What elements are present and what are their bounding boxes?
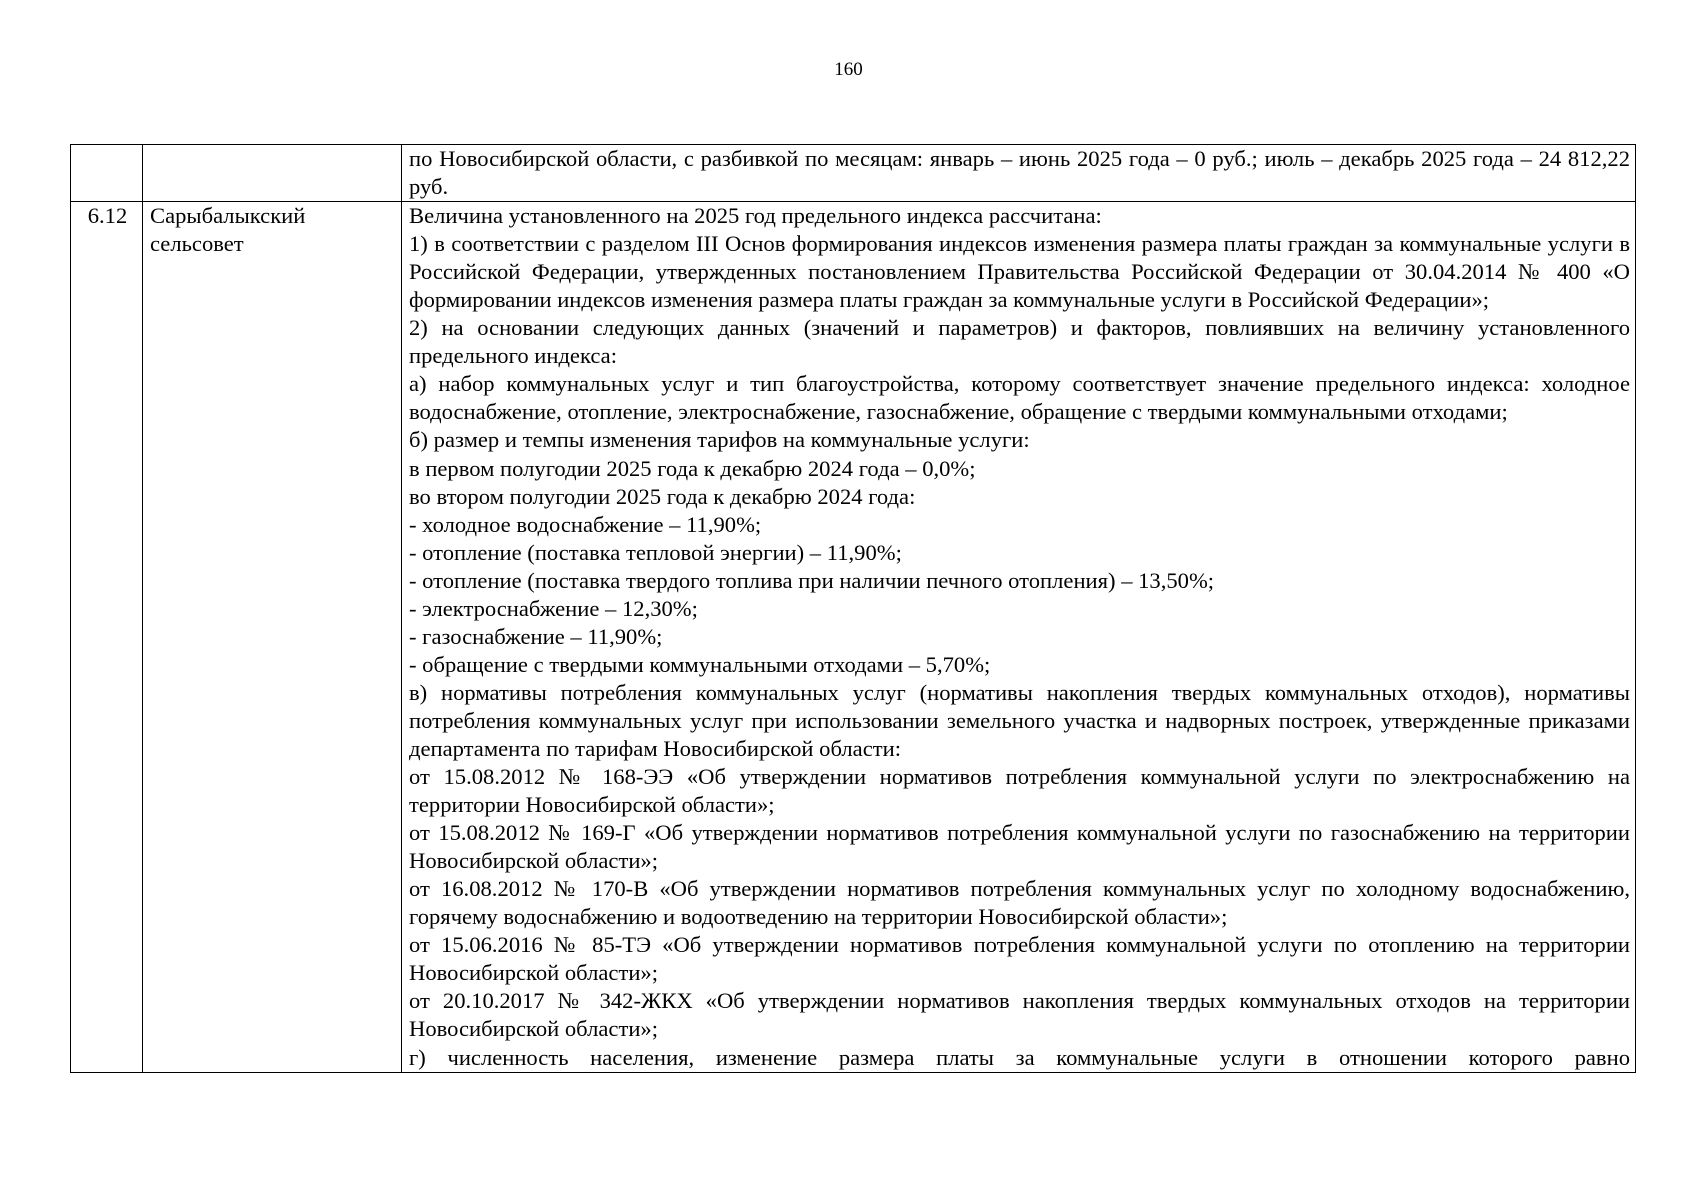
description-paragraph: от 15.08.2012 № 169-Г «Об утверждении нормативов потребления коммунальной услуги по газоснабжению на территории Новосибирской области»;	[409, 820, 1630, 874]
description-paragraph: - электроснабжение – 12,30%;	[409, 595, 698, 621]
description-paragraph: - отопление (поставка тепловой энергии) – 11,90%;	[409, 539, 902, 565]
description-paragraph: от 15.06.2016 № 85-ТЭ «Об утверждении нормативов потребления коммунальной услуги по отоплению на территории Новосибирской области»;	[409, 932, 1630, 986]
description-paragraph: от 16.08.2012 № 170-В «Об утверждении нормативов потребления коммунальных услуг по холодному водоснабжению, горячему водоснабжению и водоотведению на территории Новосибирской области»;	[409, 876, 1630, 930]
description-paragraph: - газоснабжение – 11,90%;	[409, 623, 663, 649]
description-paragraph: а) набор коммунальных услуг и тип благоустройства, которому соответствует значение предельного индекса: холодное водоснабжение, отопление, электроснабжение, газоснабжение, обращение с твердыми коммунальными отходами;	[409, 371, 1630, 425]
table-row	[71, 202, 1636, 1072]
description-paragraph: - холодное водоснабжение – 11,90%;	[409, 511, 762, 537]
table-row	[71, 145, 1636, 202]
description-paragraph: Величина установленного на 2025 год предельного индекса рассчитана:	[409, 203, 1102, 229]
description-paragraph: б) размер и темпы изменения тарифов на коммунальные услуги:	[409, 427, 1030, 453]
regulation-table	[70, 144, 1636, 1073]
description-paragraph: - обращение с твердыми коммунальными отходами – 5,70%;	[409, 651, 991, 677]
description-paragraph: от 20.10.2017 № 342-ЖКХ «Об утверждении нормативов накопления твердых коммунальных отходов на территории Новосибирской области»;	[409, 988, 1630, 1042]
description-paragraph: г) численность населения, изменение размера платы за коммунальные услуги в отношении которого равно	[409, 1044, 1630, 1070]
description-paragraph: 2) на основании следующих данных (значений и параметров) и факторов, повлиявших на величину установленного предельного индекса:	[409, 315, 1630, 369]
description-paragraph: - отопление (поставка твердого топлива при наличии печного отопления) – 13,50%;	[409, 567, 1215, 593]
description-cell	[402, 145, 1636, 202]
row-number-cell	[71, 145, 143, 202]
description-paragraph: во втором полугодии 2025 года к декабрю 2024 года:	[409, 483, 916, 509]
description-paragraph: в) нормативы потребления коммунальных услуг (нормативы накопления твердых коммунальных отходов), нормативы потребления коммунальных услуг при использовании земельного участка и надворных построек, утвержденные приказами департамента по тарифам Новосибирской области:	[409, 679, 1630, 761]
page-number: 160	[834, 59, 863, 80]
description-paragraph: от 15.08.2012 № 168-ЭЭ «Об утверждении нормативов потребления коммунальной услуги по электроснабжению на территории Новосибирской области»;	[409, 764, 1630, 818]
municipality-name-cell: Сарыбалыкский сельсовет	[143, 202, 402, 1072]
description-paragraph: 1) в соответствии с разделом III Основ формирования индексов изменения размера платы граждан за коммунальные услуги в Российской Федерации, утвержденных постановлением Правительства Российской Федерации от 30.04.2014 № 400 «О формировании индексов изменения размера платы граждан за коммунальные услуги в Российской Федерации»;	[409, 231, 1630, 313]
row-number-cell: 6.12	[71, 202, 143, 1072]
description-paragraph: по Новосибирской области, с разбивкой по месяцам: январь – июнь 2025 года – 0 руб.; июль – декабрь 2025 года – 24 812,22 руб.	[409, 146, 1630, 200]
description-paragraph: в первом полугодии 2025 года к декабрю 2024 года – 0,0%;	[409, 455, 976, 481]
municipality-name-cell	[143, 145, 402, 202]
description-cell	[402, 202, 1636, 1072]
